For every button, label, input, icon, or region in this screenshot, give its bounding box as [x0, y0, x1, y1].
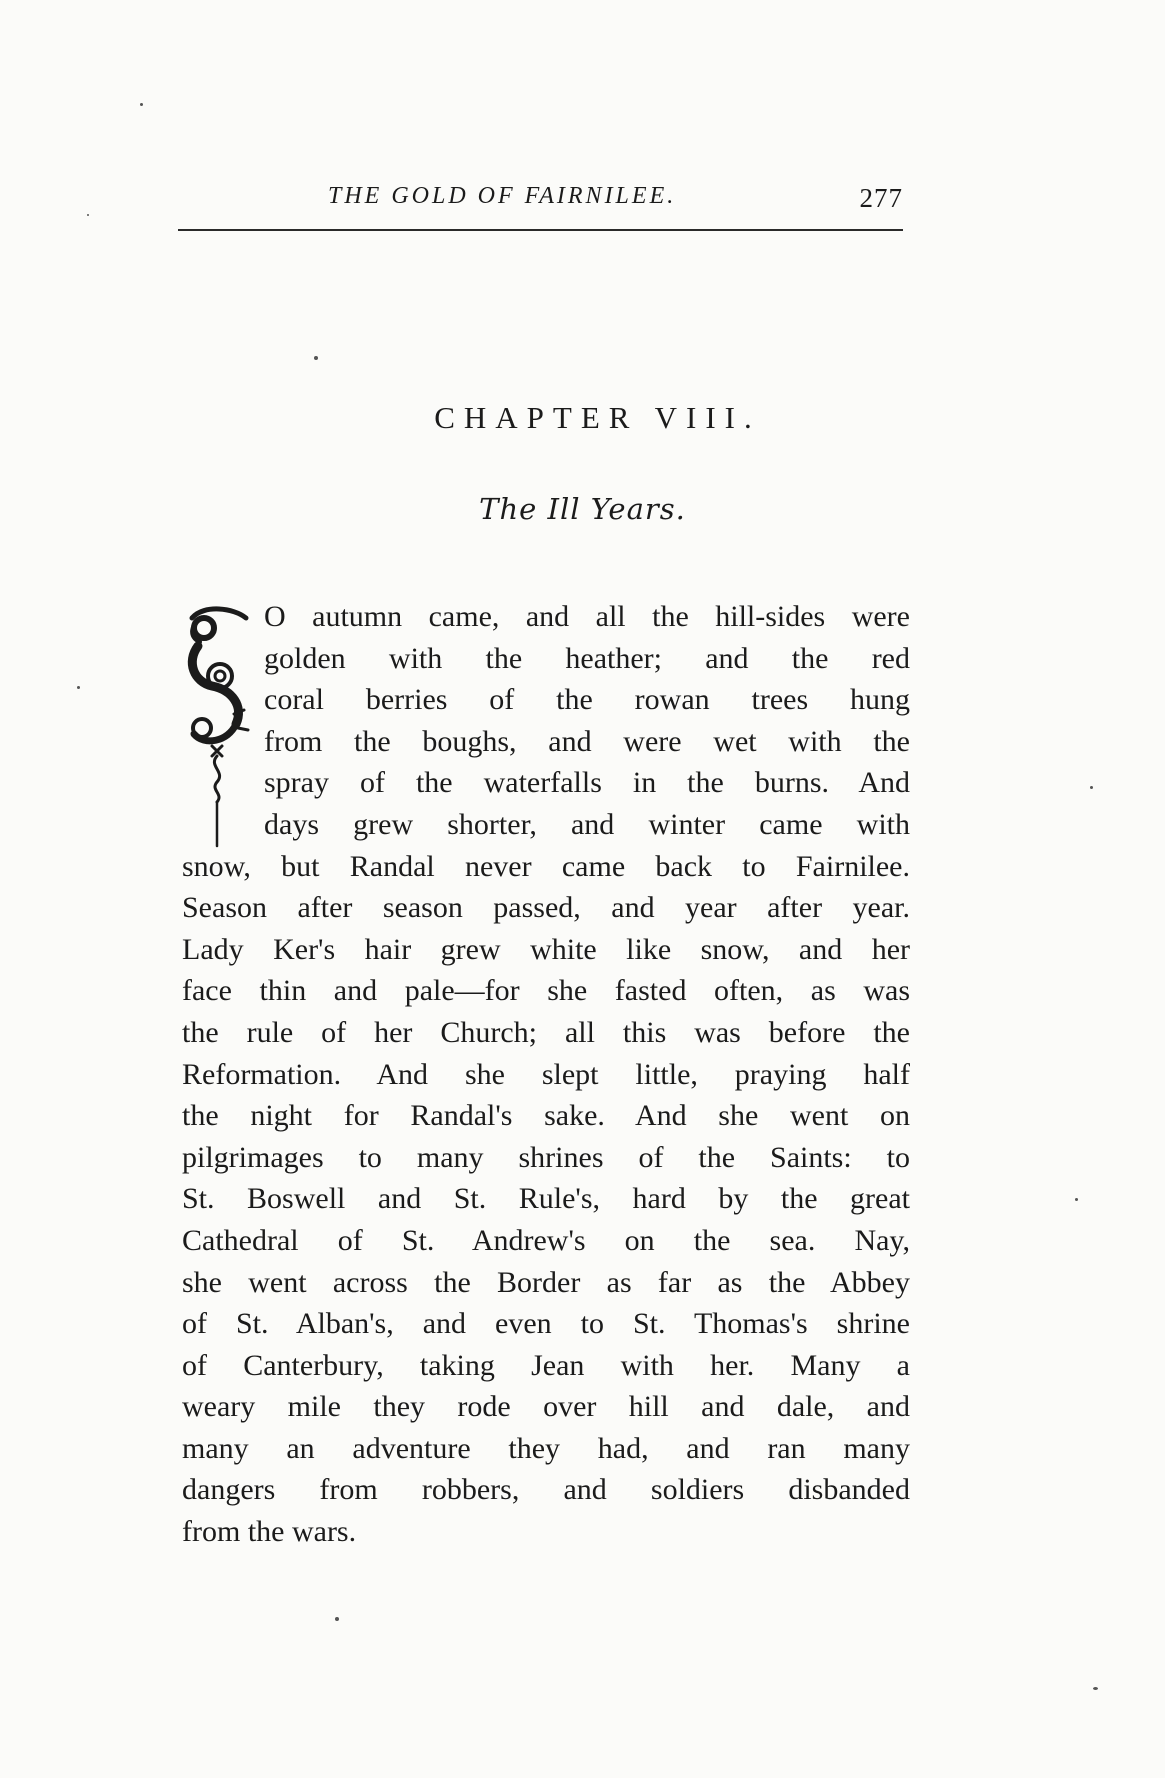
text-line: Reformation. And she slept little, praying half [182, 1057, 910, 1091]
chapter-subtitle: The Ill Years. [479, 492, 686, 526]
text-line: of Canterbury, taking Jean with her. Many a [182, 1348, 910, 1382]
text-line: weary mile they rode over hill and dale, and [182, 1390, 910, 1424]
text-line: days grew shorter, and winter came with [264, 807, 910, 841]
text-line: of St. Alban's, and even to St. Thomas's shrine [182, 1307, 910, 1341]
paper-speck [77, 686, 80, 689]
text-line: golden with the heather; and the red [264, 641, 910, 675]
text-line: from the boughs, and were wet with the [264, 724, 910, 758]
text-line: Lady Ker's hair grew white like snow, and her [182, 932, 910, 966]
header-rule [178, 229, 903, 231]
chapter-heading: CHAPTER VIII. [434, 400, 761, 435]
text-line: pilgrimages to many shrines of the Saints: to [182, 1140, 910, 1174]
running-title: THE GOLD OF FAIRNILEE. [328, 183, 677, 209]
paper-speck [335, 1617, 339, 1621]
text-line: coral berries of the rowan trees hung [264, 683, 910, 717]
paper-speck [1090, 786, 1093, 789]
text-line: the rule of her Church; all this was before the [182, 1015, 910, 1049]
page-number: 277 [859, 183, 903, 213]
text-line: many an adventure they had, and ran many [182, 1431, 910, 1465]
text-line: snow, but Randal never came back to Fairnilee. [182, 849, 910, 883]
text-line: Season after season passed, and year after year. [182, 891, 910, 925]
text-line: spray of the waterfalls in the burns. And [264, 766, 910, 800]
text-line: Cathedral of St. Andrew's on the sea. Nay, [182, 1223, 910, 1257]
text-line: she went across the Border as far as the Abbey [182, 1265, 910, 1299]
running-head [178, 183, 903, 223]
text-line: from the wars. [182, 1515, 357, 1549]
paper-speck [87, 214, 89, 216]
text-line: O autumn came, and all the hill-sides were [264, 600, 910, 633]
body-text [182, 596, 910, 1553]
text-line: St. Boswell and St. Rule's, hard by the great [182, 1182, 910, 1216]
paper-speck [140, 103, 143, 106]
text-line: face thin and pale—for she fasted often, as was [182, 974, 910, 1008]
text-line: the night for Randal's sake. And she went on [182, 1099, 910, 1133]
paper-speck [1093, 1687, 1098, 1690]
paper-speck [1075, 1198, 1078, 1201]
text-line: dangers from robbers, and soldiers disbanded [182, 1473, 910, 1507]
paper-speck [314, 356, 318, 360]
